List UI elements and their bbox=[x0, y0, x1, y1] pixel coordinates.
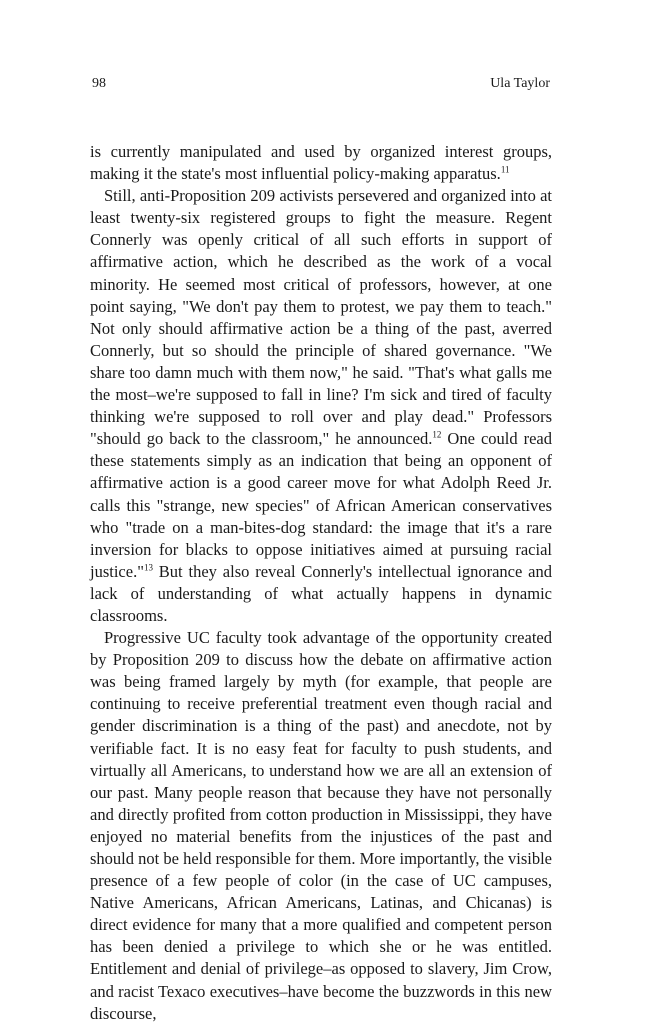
paragraph bbox=[90, 185, 552, 627]
body-text bbox=[90, 141, 552, 1025]
footnote-ref-11: 11 bbox=[500, 164, 510, 175]
text-run: is currently manipulated and used by organized interest groups, making it the state's most influential policy-making apparatus. bbox=[90, 142, 552, 184]
paragraph bbox=[90, 141, 552, 185]
running-header bbox=[92, 76, 550, 98]
text-run: Still, anti-Proposition 209 activists persevered and organized into at least twenty-six registered groups to fight the measure. Regent Connerly was openly critical of all such efforts in support of affirmative action, which he described as the work of a vocal minority. He seemed most critical of professors, however, at one point saying, "We don't pay them to protest, we pay them to teach." Not only should affirmative action be a thing of the past, averred Connerly, but so should the principle of shared governance. "We share too damn much with them now," he said. "That's what galls me the most–we're supposed to fall in line? I'm sick and tired of faculty thinking we're supposed to roll over and play dead." Professors "should go back to the classroom," he announced. bbox=[90, 186, 552, 449]
running-head-author: Ula Taylor bbox=[490, 76, 550, 91]
text-run: But they also reveal Connerly's intellectual ignorance and lack of understanding of what actually happens in dynamic classrooms. bbox=[90, 561, 552, 625]
page-number: 98 bbox=[92, 76, 106, 91]
paragraph bbox=[90, 627, 552, 1025]
footnote-ref-12: 12 bbox=[432, 429, 442, 440]
text-run: One could read these statements simply as an indication that being an opponent of affirmative action is a good career move for what Adolph Reed Jr. calls this "strange, new species" of African American conservatives who "trade on a man-bites-dog standard: the image that it's a rare inversion for blacks to oppose initiatives aimed at pursuing racial justice." bbox=[90, 429, 553, 581]
text-run: Progressive UC faculty took advantage of the opportunity created by Proposition 209 to discuss how the debate on affirmative action was being framed largely by myth (for example, that people are continuing to receive preferential treatment even though racial and gender discrimination is a thing of the past) and anecdote, not by verifiable fact. It is no easy feat for faculty to push students, and virtually all Americans, to understand how we are all an extension of our past. Many people reason that because they have not personally and directly profited from cotton production in Mississippi, they have enjoyed no material benefits from the injustices of the past and should not be held responsible for them. More importantly, the visible presence of a few people of color (in the case of UC campuses, Native Americans, African Americans, Latinas, and Chicanas) is direct evidence for many that a more qualified and competent person has been denied a privilege to which she or he was entitled. Entitlement and denial of privilege–as opposed to slavery, Jim Crow, and racist Texaco executives–have become the buzzwords in this new discourse, bbox=[90, 628, 552, 1023]
footnote-ref-13: 13 bbox=[143, 562, 153, 573]
